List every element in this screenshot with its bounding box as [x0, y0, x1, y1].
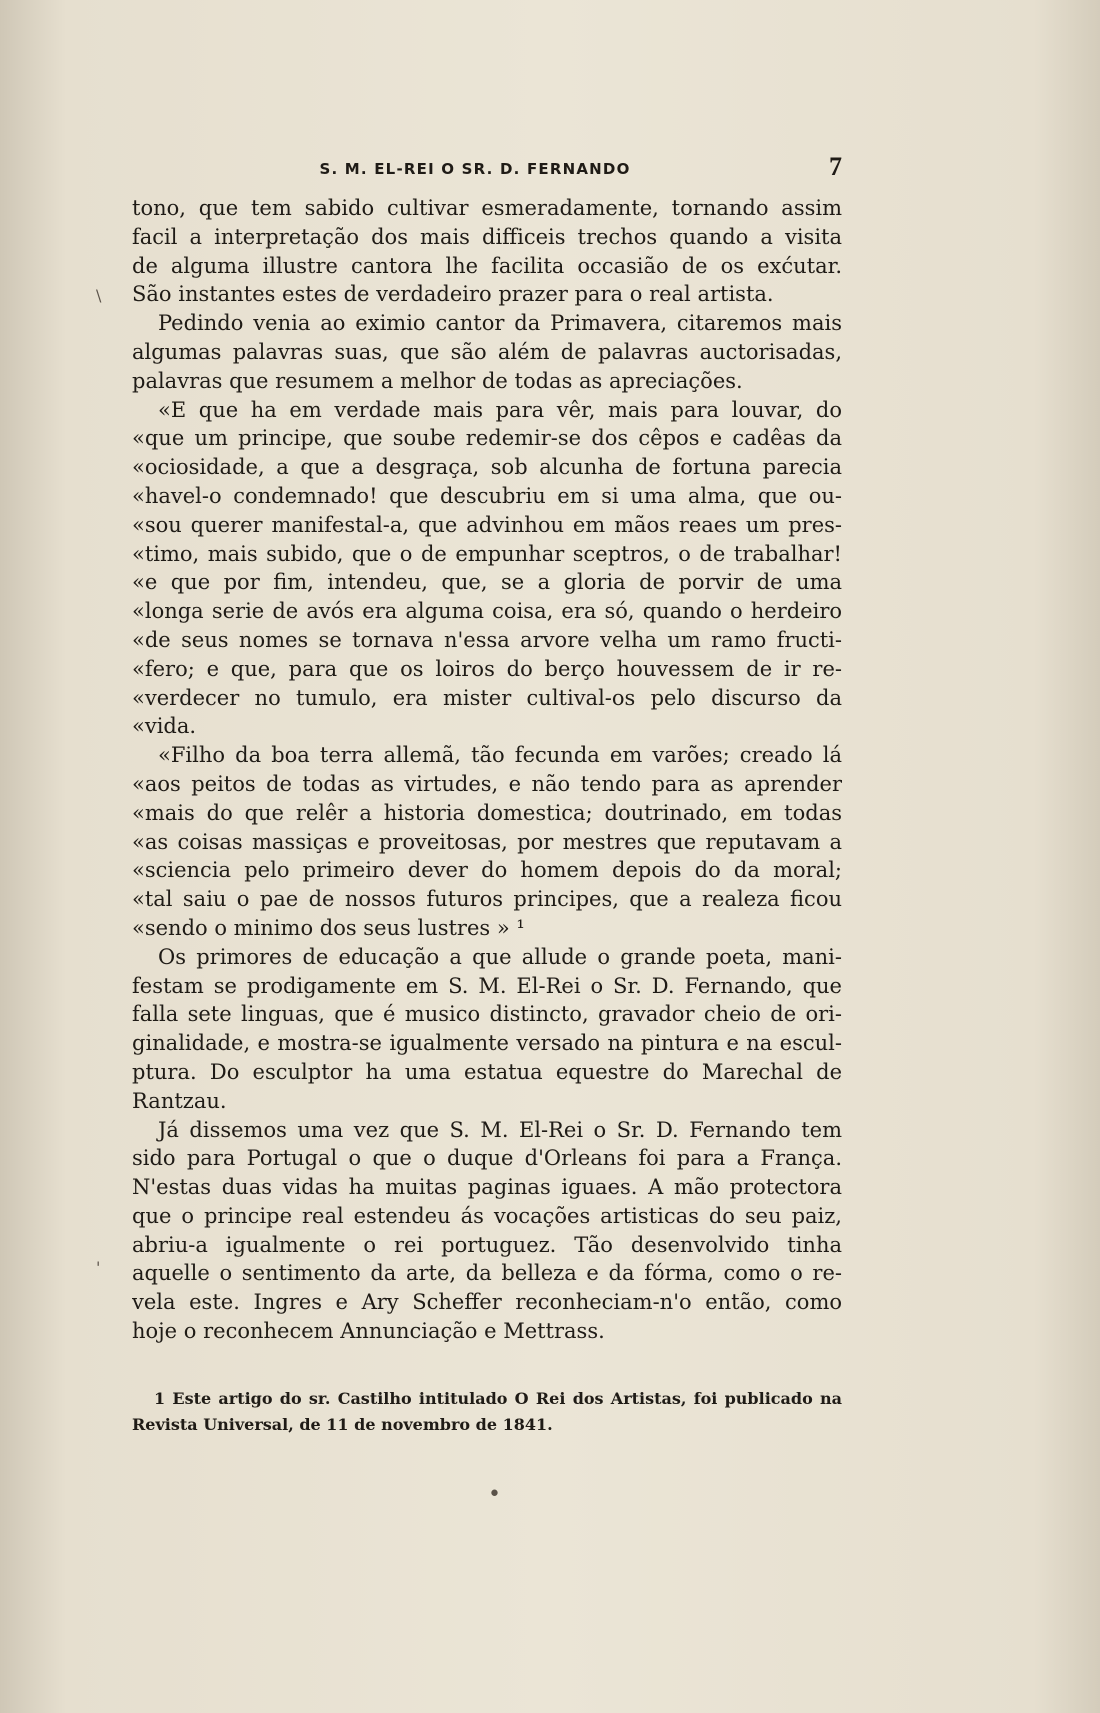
margin-mark: \ [96, 286, 102, 305]
text-line: «de seus nomes se tornava n'essa arvore velha um ramo fructi- [132, 627, 842, 652]
text-line: hoje o reconhecem Annunciação e Mettrass. [132, 1319, 605, 1344]
text-line: de alguma illustre cantora lhe facilita occasião de os exćutar. [132, 253, 842, 278]
text-line: «havel-o condemnado! que descubriu em si uma alma, que ou- [132, 483, 842, 508]
text-line: facil a interpretação dos mais difficeis trechos quando a visita [132, 224, 842, 249]
margin-mark: ' [96, 1258, 101, 1277]
text-line: «sendo o minimo dos seus lustres » ¹ [132, 915, 525, 940]
running-head [132, 154, 842, 184]
text-line: «longa serie de avós era alguma coisa, era só, quando o herdeiro [132, 599, 842, 624]
text-line: palavras que resumem a melhor de todas as apreciações. [132, 368, 743, 393]
text-line: festam se prodigamente em S. M. El-Rei o Sr. D. Fernando, que [132, 973, 842, 998]
body-text [132, 194, 842, 1346]
text-line: «sciencia pelo primeiro dever do homem depois do da moral; [132, 858, 842, 883]
text-line: «fero; e que, para que os loiros do berço houvessem de ir re- [132, 656, 842, 681]
text-line: N'estas duas vidas ha muitas paginas iguaes. A mão protectora [132, 1175, 842, 1200]
text-line: que o principe real estendeu ás vocações artisticas do seu paiz, [132, 1203, 842, 1228]
text-line: «E que ha em verdade mais para vêr, mais para louvar, do [158, 397, 842, 422]
text-line: aquelle o sentimento da arte, da belleza e da fórma, como o re- [132, 1261, 842, 1286]
text-line: «verdecer no tumulo, era mister cultival-os pelo discurso da [132, 685, 842, 710]
text-line: Pedindo venia ao eximio cantor da Primavera, citaremos mais [158, 311, 842, 336]
text-line: Já dissemos uma vez que S. M. El-Rei o Sr. D. Fernando tem [158, 1117, 842, 1142]
text-line: São instantes estes de verdadeiro prazer para o real artista. [132, 282, 774, 307]
text-line: «que um principe, que soube redemir-se dos cêpos e cadêas da [132, 426, 842, 451]
text-line: «timo, mais subido, que o de empunhar sceptros, o de trabalhar! [132, 541, 842, 566]
page-number: 7 [829, 152, 842, 181]
text-line: Rantzau. [132, 1088, 227, 1113]
text-line: algumas palavras suas, que são além de palavras auctorisadas, [132, 339, 842, 364]
text-line: ginalidade, e mostra-se igualmente versado na pintura e na escul- [132, 1031, 842, 1056]
footnote [132, 1386, 842, 1438]
text-line: «ociosidade, a que a desgraça, sob alcunha de fortuna parecia [132, 455, 842, 480]
text-line: «tal saiu o pae de nossos futuros principes, que a realeza ficou [132, 887, 842, 912]
text-line: «e que por fim, intendeu, que, se a gloria de porvir de uma [132, 570, 842, 595]
text-line: Os primores de educação a que allude o grande poeta, mani- [158, 944, 842, 969]
footnote-line: 1 Este artigo do sr. Castilho intitulado O Rei dos Artistas, foi publicado na [154, 1389, 842, 1408]
footnote-line: Revista Universal, de 11 de novembro de 1841. [132, 1415, 553, 1434]
text-line: «sou querer manifestal-a, que advinhou em mãos reaes um pres- [132, 512, 842, 537]
running-title: S. M. EL-REI O SR. D. FERNANDO [319, 160, 631, 178]
margin-mark: • [488, 1482, 501, 1507]
text-line: ptura. Do esculptor ha uma estatua equestre do Marechal de [132, 1059, 842, 1084]
text-line: vela este. Ingres e Ary Scheffer reconheciam-n'o então, como [132, 1290, 842, 1315]
text-line: sido para Portugal o que o duque d'Orleans foi para a França. [132, 1146, 842, 1171]
text-line: «as coisas massiças e proveitosas, por mestres que reputavam a [132, 829, 842, 854]
text-line: «Filho da boa terra allemã, tão fecunda em varões; creado lá [158, 743, 842, 768]
text-line: tono, que tem sabido cultivar esmeradamente, tornando assim [132, 196, 842, 220]
text-line: «vida. [132, 714, 197, 739]
text-line: abriu-a igualmente o rei portuguez. Tão desenvolvido tinha [132, 1232, 842, 1257]
text-line: «mais do que relêr a historia domestica; doutrinado, em todas [132, 800, 842, 825]
text-line: falla sete linguas, que é musico distincto, gravador cheio de ori- [132, 1002, 842, 1027]
text-line: «aos peitos de todas as virtudes, e não tendo para as aprender [132, 771, 842, 796]
